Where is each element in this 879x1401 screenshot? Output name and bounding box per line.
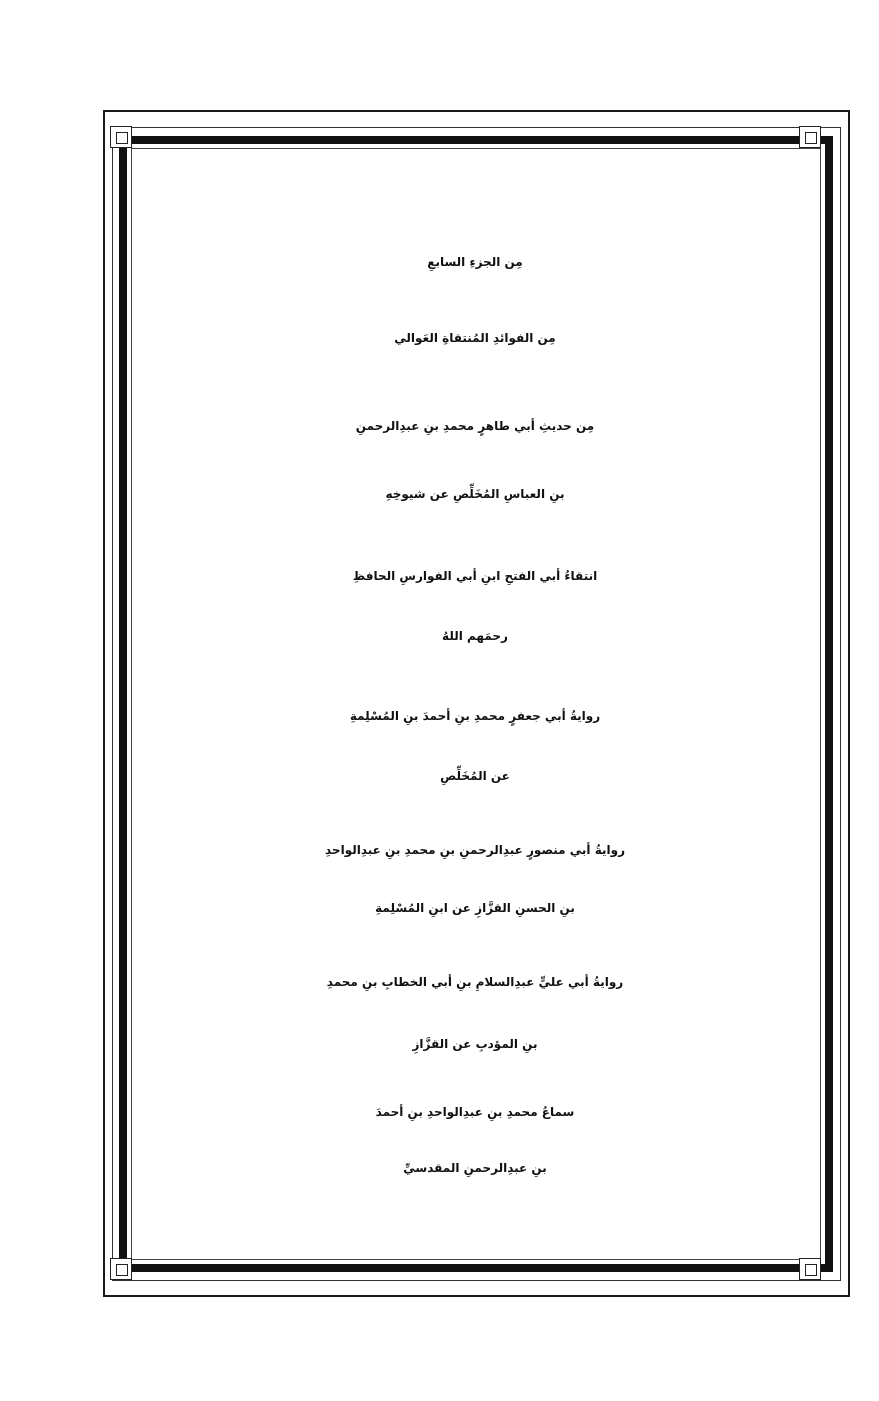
audition-line-1: سماعُ محمدِ بنِ عبدِالواحدِ بنِ أحمدَ [375,1105,575,1119]
transmission-1-line-1: روايةُ أبي جعفرٍ محمدِ بنِ أحمدَ بنِ المُسْلِمةِ [349,709,601,723]
hadith-source-line-1: مِن حديثِ أبي طاهرٍ محمدِ بنِ عبدِالرحمنِ [355,419,595,433]
transmission-3-line-1: روايةُ أبي عليٍّ عبدِالسلامِ بنِ أبي الخطابِ بنِ محمدِ [326,975,624,989]
audition-line-2: بنِ عبدِالرحمنِ المقدسيِّ [403,1161,547,1175]
transmission-2-line-2: بنِ الحسنِ القزَّازِ عن ابنِ المُسْلِمةِ [375,901,575,915]
selection-line-2: رحمَهم اللهُ [442,629,508,643]
transmission-1-line-2: عن المُخَلِّصِ [440,769,510,783]
title-line-part: مِن الجزءِ السابعِ [427,255,523,269]
corner-ornament-top-left [110,126,132,148]
corner-ornament-bottom-right [799,1258,821,1280]
transmission-2-line-1: روايةُ أبي منصورٍ عبدِالرحمنِ بنِ محمدِ بنِ عبدِالواحدِ [325,843,625,857]
corner-ornament-bottom-left [110,1258,132,1280]
corner-ornament-top-right [799,126,821,148]
title-line-work: مِن الفوائدِ المُنتقاةِ العَوالي [394,331,556,345]
page-border-hairline [131,148,821,1260]
hadith-source-line-2: بنِ العباسِ المُخَلِّصِ عن شيوخِهِ [385,487,565,501]
transmission-3-line-2: بنِ المؤدبِ عن القزَّازِ [412,1037,538,1051]
selection-line-1: انتقاءُ أبي الفتحِ ابنِ أبي الفوارسِ الحافظِ [352,569,598,583]
